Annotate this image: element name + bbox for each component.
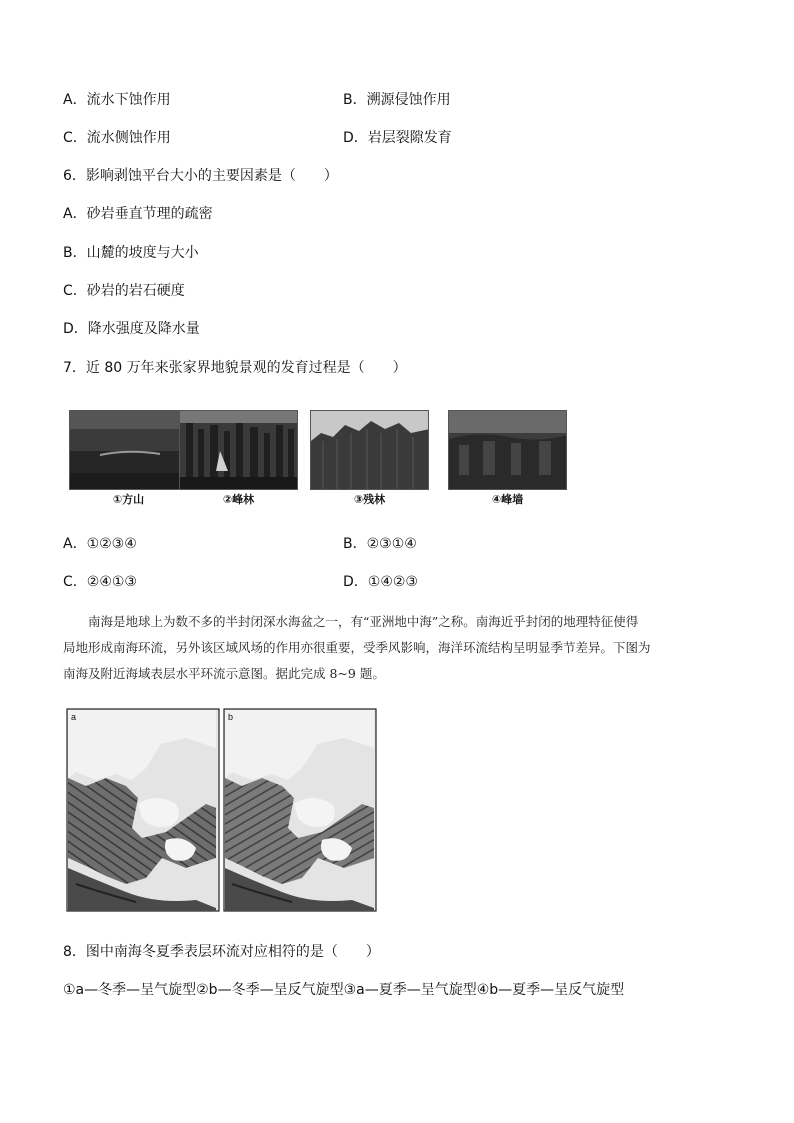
photo-fangshan: [69, 410, 188, 490]
photo-canlin: [310, 410, 429, 490]
peak-wall-illustration: [449, 411, 567, 490]
q5-option-b: B．溯源侵蚀作用: [343, 92, 451, 108]
photo-fenglin: [179, 410, 298, 490]
passage-line-3: 南海及附近海域表层水平环流示意图。据此完成 8~9 题。: [63, 666, 385, 681]
q5-option-c: C．流水侧蚀作用: [63, 130, 171, 146]
q8-stem: 8．图中南海冬夏季表层环流对应相符的是（ ）: [63, 944, 380, 960]
peak-forest-illustration: [180, 411, 298, 490]
circulation-maps: [66, 708, 378, 912]
map-b-label: b: [228, 712, 234, 722]
q6-stem: 6．影响剥蚀平台大小的主要因素是（ ）: [63, 168, 338, 184]
q7-option-d: D．①④②③: [343, 574, 418, 590]
passage-line-1: 南海是地球上为数不多的半封闭深水海盆之一，有“亚洲地中海”之称。南海近乎封闭的地理特征使得: [88, 614, 639, 629]
photo-fengqiang: [448, 410, 567, 490]
q6-option-b: B．山麓的坡度与大小: [63, 245, 199, 261]
map-a-label: a: [71, 712, 77, 722]
photo-caption-1: ①方山: [112, 493, 145, 506]
q6-option-c: C．砂岩的岩石硬度: [63, 283, 185, 299]
south-china-sea-maps: [66, 708, 378, 912]
residual-forest-illustration: [311, 411, 429, 490]
q7-option-b: B．②③①④: [343, 536, 417, 552]
q7-stem: 7．近 80 万年来张家界地貌景观的发育过程是（ ）: [63, 360, 407, 376]
q5-option-a: A．流水下蚀作用: [63, 92, 171, 108]
landform-photo-strip: [63, 405, 573, 505]
passage-line-2: 局地形成南海环流，另外该区域风场的作用亦很重要，受季风影响，海洋环流结构呈明显季节差异。下图为: [63, 640, 651, 655]
q8-options: ①a—冬季—呈气旋型②b—冬季—呈反气旋型③a—夏季—呈气旋型④b—夏季—呈反气旋型: [63, 982, 625, 998]
q5-option-d: D．岩层裂隙发育: [343, 130, 452, 146]
q6-option-a: A．砂岩垂直节理的疏密: [63, 206, 213, 222]
photo-caption-2: ②峰林: [222, 493, 255, 506]
q6-option-d: D．降水强度及降水量: [63, 321, 200, 337]
photo-caption-4: ④峰墙: [491, 493, 524, 506]
photo-caption-3: ③残林: [353, 493, 386, 506]
mesa-illustration: [70, 411, 188, 490]
q7-option-a: A．①②③④: [63, 536, 137, 552]
q7-option-c: C．②④①③: [63, 574, 137, 590]
